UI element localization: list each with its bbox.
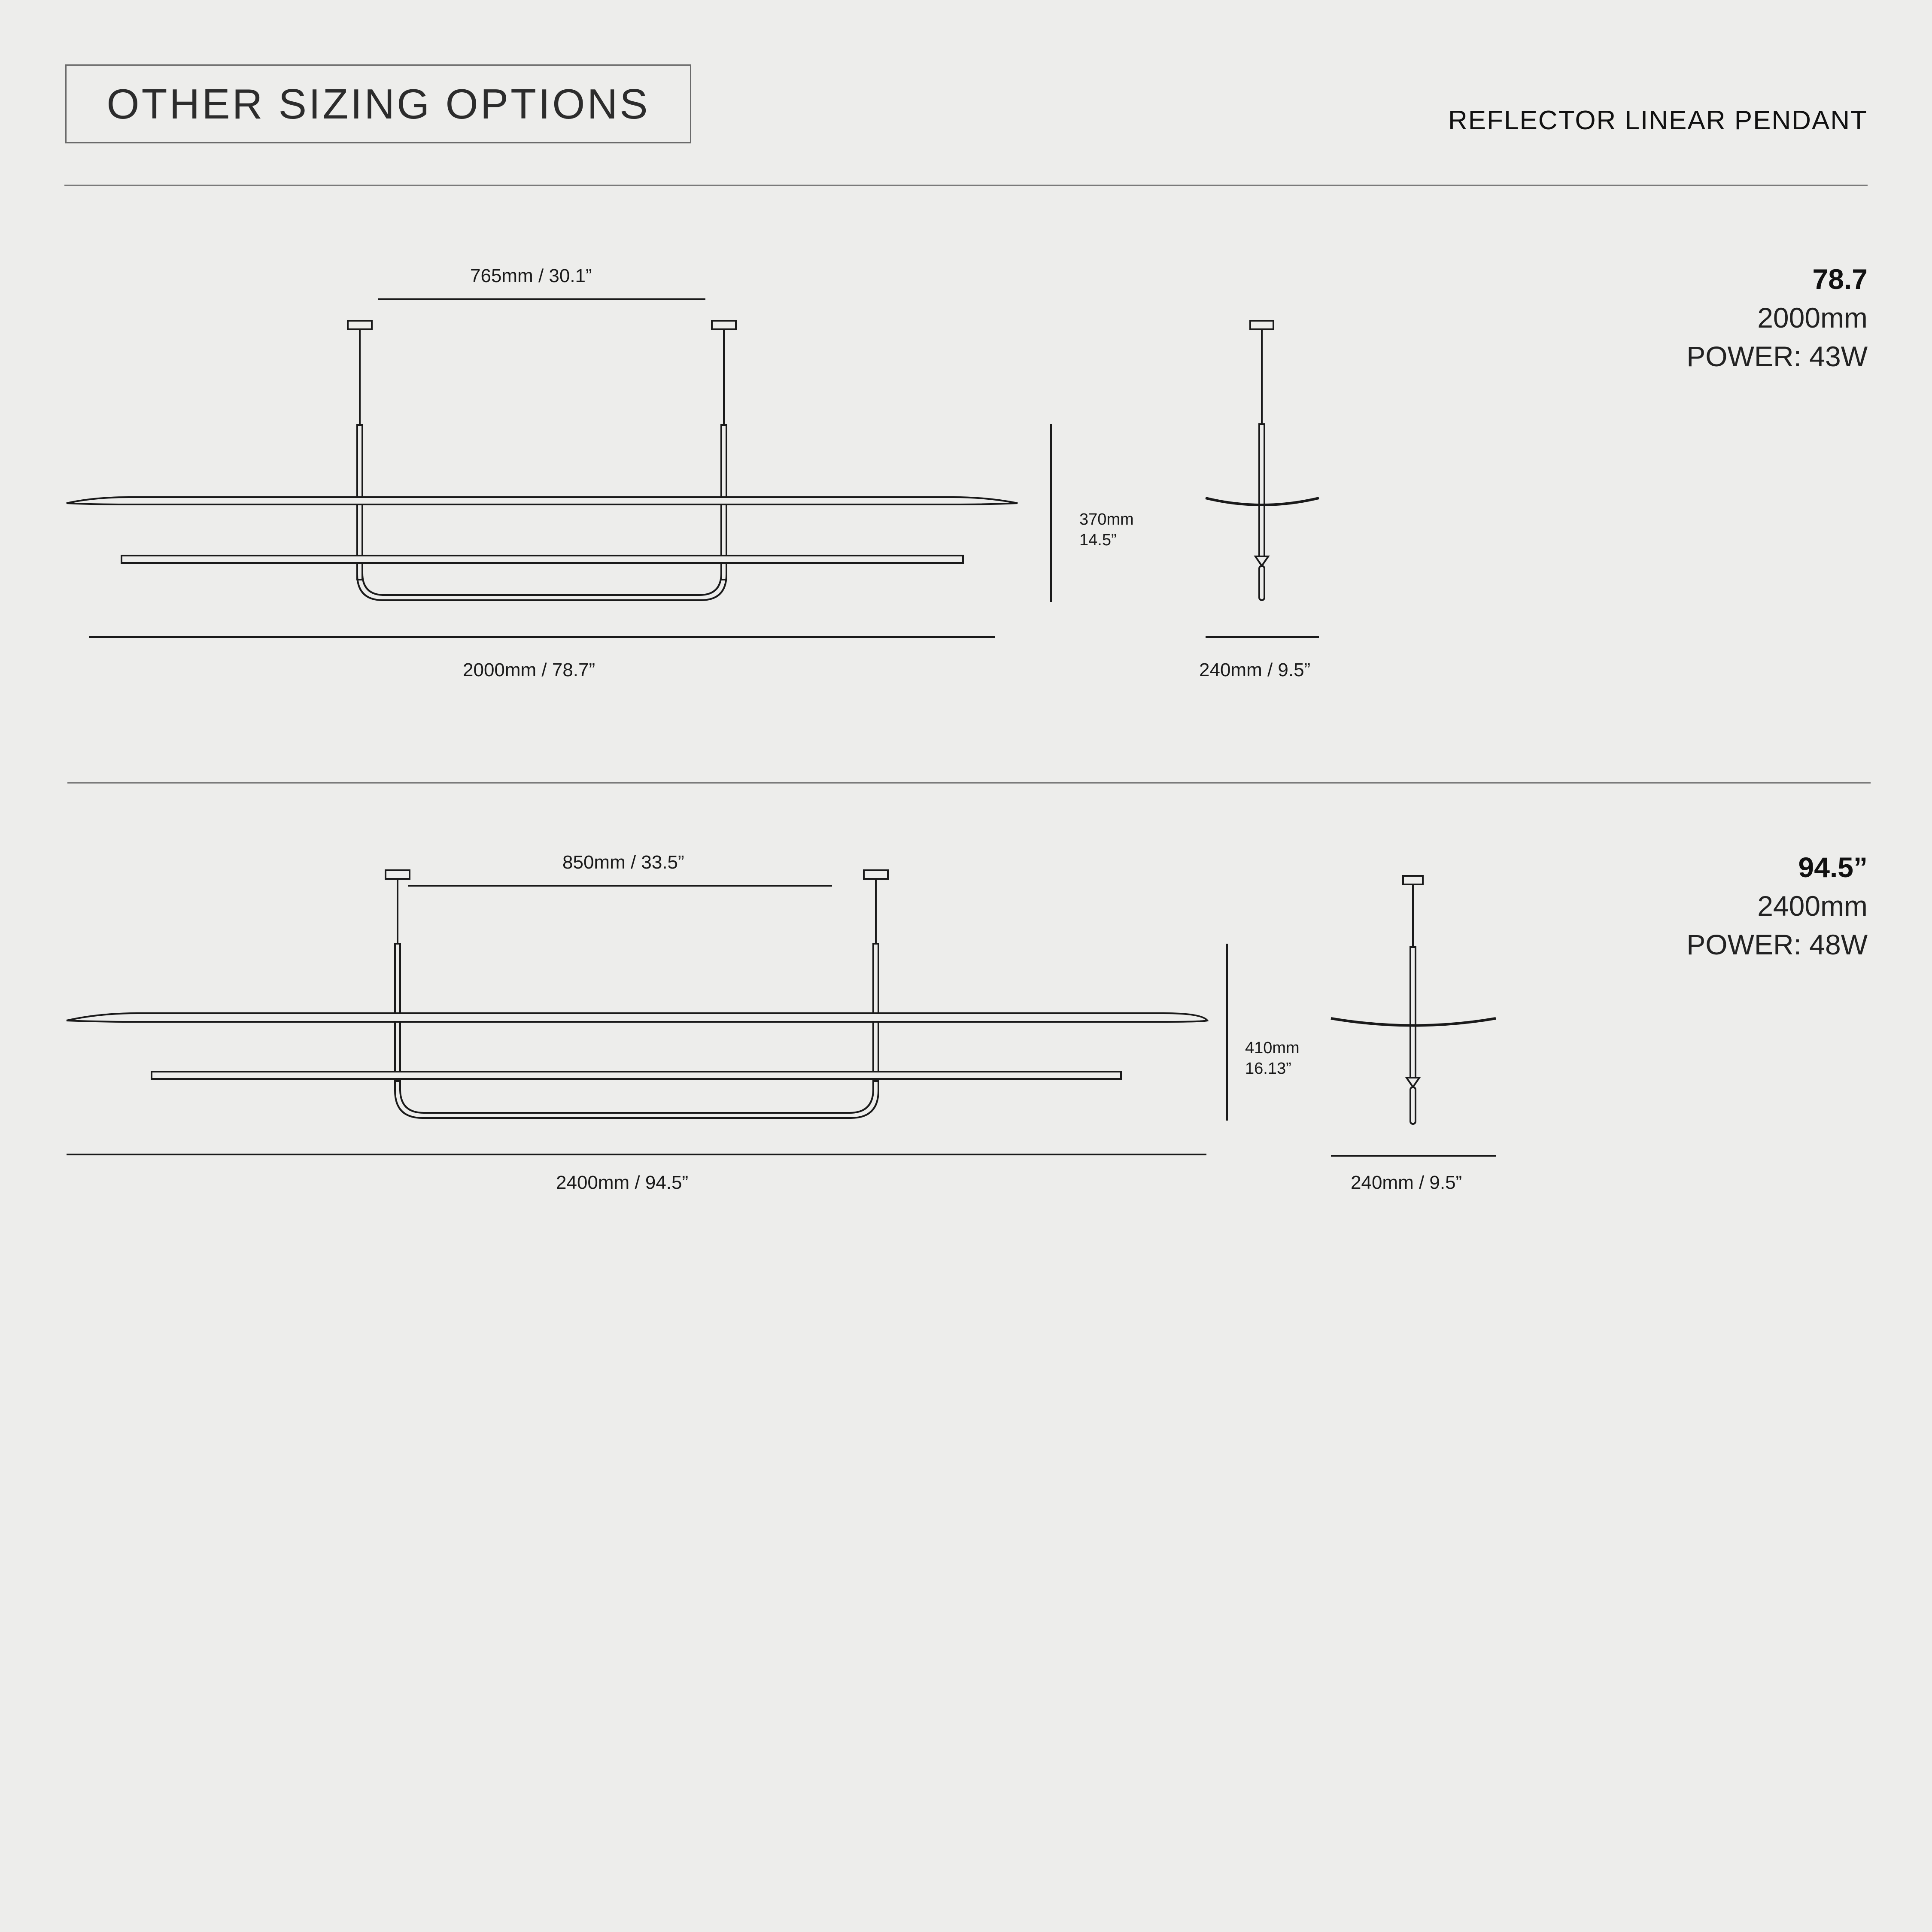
reflector — [67, 1013, 1207, 1022]
option-2-height-mm: 410mm — [1245, 1039, 1300, 1057]
canopy-left — [348, 321, 372, 329]
option-2-overall-length-label: 2400mm / 94.5” — [556, 1172, 689, 1193]
light-bar — [122, 556, 963, 563]
option-1-side-view — [1206, 321, 1319, 637]
option-1-canopy-spacing-label: 765mm / 30.1” — [470, 265, 592, 286]
reflector — [67, 497, 1018, 504]
option-2-height-label — [1245, 1038, 1300, 1079]
u-frame-inner — [400, 1078, 873, 1113]
light-bar — [152, 1072, 1121, 1079]
option-2-power: POWER: 48W — [1686, 929, 1868, 960]
side-diffuser — [1255, 556, 1268, 566]
option-2-side-width-label: 240mm / 9.5” — [1351, 1172, 1462, 1193]
option-2-size-label: 94.5” — [1798, 851, 1868, 883]
side-canopy — [1250, 321, 1273, 329]
u-frame-inner — [362, 562, 721, 595]
option-2-length: 2400mm — [1757, 890, 1868, 922]
option-1-height-mm: 370mm — [1079, 510, 1134, 529]
side-diffuser — [1406, 1078, 1419, 1087]
side-stem — [1410, 947, 1416, 1078]
canopy-right — [864, 870, 888, 879]
side-stem — [1259, 424, 1264, 557]
side-tip — [1410, 1087, 1416, 1124]
side-canopy — [1403, 876, 1423, 884]
option-2-front-view — [67, 870, 1227, 1154]
option-2-canopy-spacing-label: 850mm / 33.5” — [562, 852, 684, 873]
option-1-side-width-label: 240mm / 9.5” — [1199, 659, 1311, 680]
option-2-specs — [1686, 851, 1868, 961]
canopy-right — [712, 321, 736, 329]
option-1-length: 2000mm — [1757, 302, 1868, 334]
option-2-height-in: 16.13” — [1245, 1060, 1291, 1078]
option-1-height-in: 14.5” — [1079, 531, 1117, 549]
product-name: REFLECTOR LINEAR PENDANT — [1448, 106, 1868, 135]
side-tip — [1259, 566, 1264, 600]
option-1-size-label: 78.7 — [1812, 263, 1868, 295]
option-2-side-view — [1331, 876, 1496, 1156]
option-1-overall-length-label: 2000mm / 78.7” — [463, 659, 595, 680]
option-1-specs — [1686, 263, 1868, 373]
section-title: OTHER SIZING OPTIONS — [106, 80, 650, 128]
option-1-height-label — [1079, 509, 1134, 550]
option-1-power: POWER: 43W — [1686, 340, 1868, 372]
canopy-left — [386, 870, 410, 879]
option-1-front-view — [67, 299, 1051, 637]
